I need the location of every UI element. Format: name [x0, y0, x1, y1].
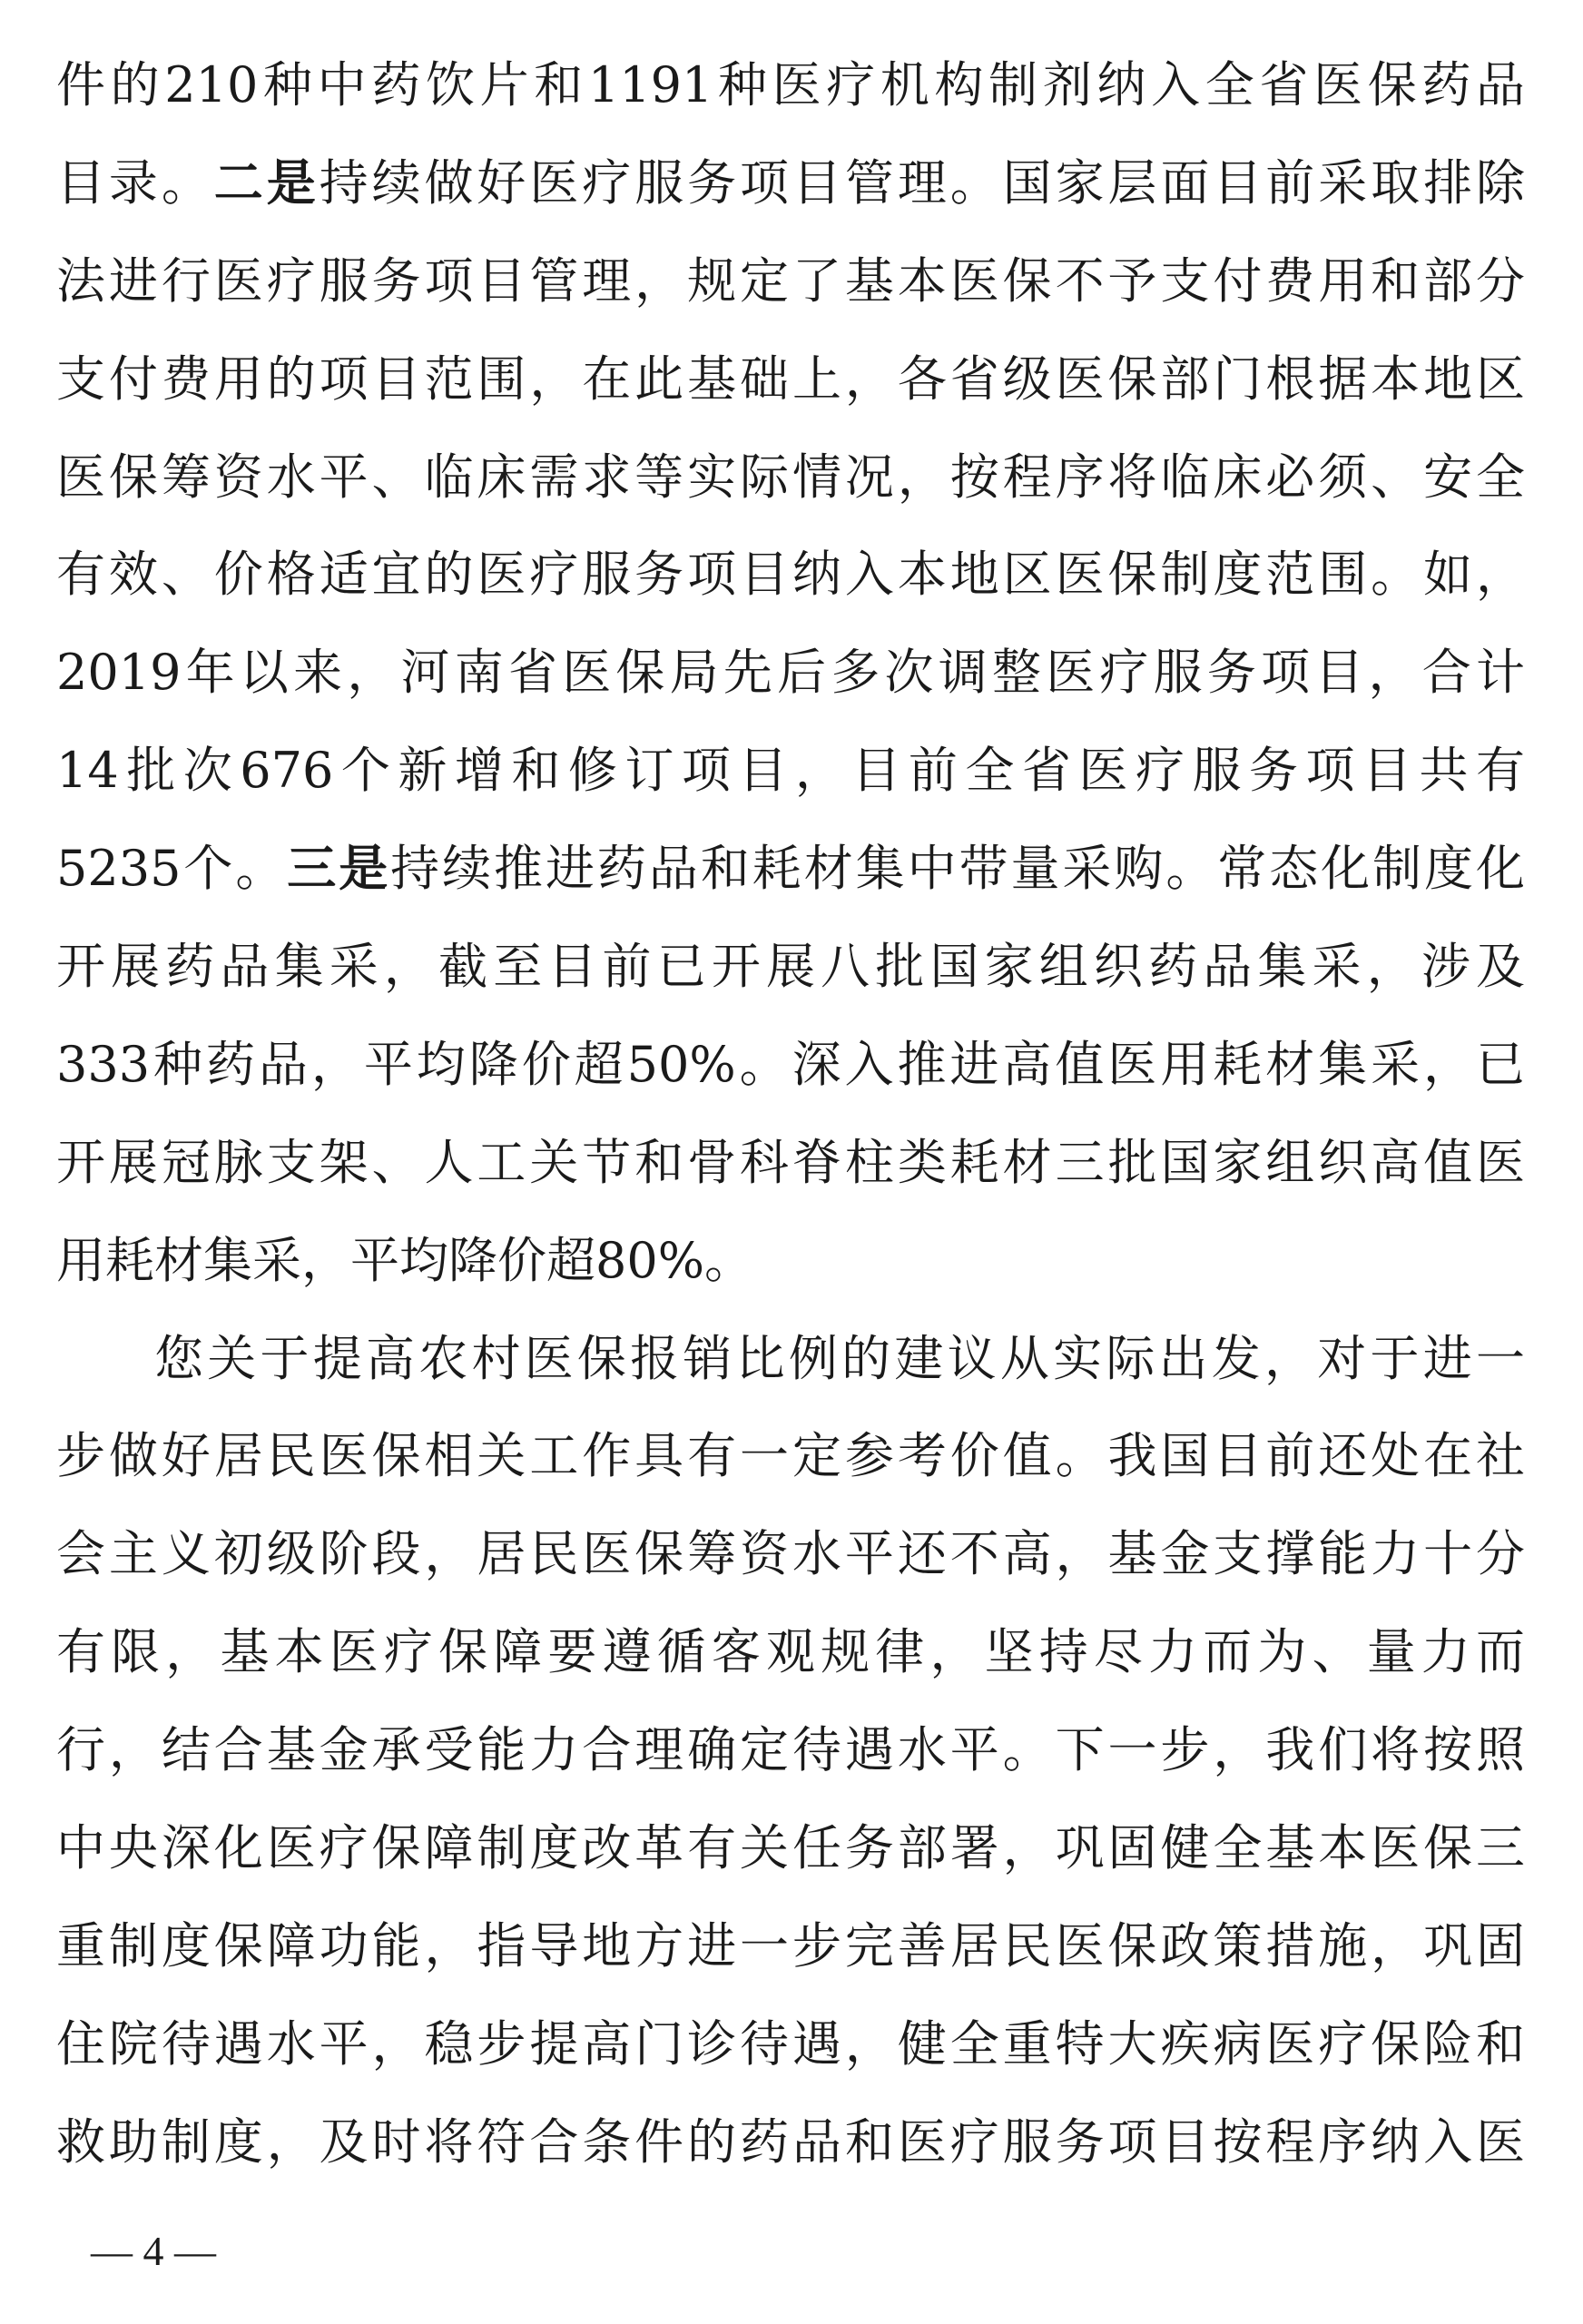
text-line [56, 36, 1525, 134]
text-segment: 2019年以来，河南省医保局先后多次调整医疗服务项目，合计 [56, 644, 1525, 702]
text-segment: 开展药品集采，截至目前已开展八批国家组织药品集采，涉及 [56, 938, 1525, 996]
text-segment: 333种药品，平均降价超50%。深入推进高值医用耗材集采，已 [56, 1035, 1525, 1093]
text-segment: 目录。 [56, 153, 214, 212]
text-line [56, 1505, 1525, 1603]
text-segment: 14批次676个新增和修订项目，目前全省医疗服务项目共有 [56, 742, 1525, 800]
text-line [56, 1310, 1525, 1408]
text-line [56, 820, 1525, 918]
text-line [56, 1995, 1525, 2093]
text-line [56, 918, 1525, 1016]
text-segment: 医保筹资水平、临床需求等实际情况，按程序将临床必须、安全 [56, 448, 1525, 506]
page-number: — 4 — [91, 2228, 216, 2274]
bold-text-segment: 三是 [287, 839, 391, 898]
text-line [56, 134, 1525, 232]
text-line [56, 1799, 1525, 1897]
text-segment: 步做好居民医保相关工作具有一定参考价值。我国目前还处在社 [56, 1427, 1525, 1485]
text-line [56, 1212, 1525, 1310]
text-segment: 住院待遇水平，稳步提高门诊待遇，健全重特大疾病医疗保险和 [56, 2014, 1525, 2073]
bold-text-segment: 二是 [213, 153, 320, 212]
text-segment: 会主义初级阶段，居民医保筹资水平还不高，基金支撑能力十分 [56, 1525, 1525, 1583]
text-segment: 开展冠脉支架、人工关节和骨科脊柱类耗材三批国家组织高值医 [56, 1133, 1525, 1191]
text-segment: 救助制度，及时将符合条件的药品和医疗服务项目按程序纳入医 [56, 2112, 1525, 2171]
text-segment: 有限，基本医疗保障要遵循客观规律，坚持尽力而为、量力而 [56, 1623, 1525, 1681]
text-line [56, 526, 1525, 624]
text-line [56, 1897, 1525, 1995]
text-segment: 中央深化医疗保障制度改革有关任务部署，巩固健全基本医保三 [56, 1819, 1525, 1877]
text-line [56, 232, 1525, 330]
text-line [56, 722, 1525, 820]
text-segment: 5235个。 [56, 840, 288, 898]
text-line [56, 624, 1525, 722]
text-segment: 重制度保障功能，指导地方进一步完善居民医保政策措施，巩固 [56, 1916, 1525, 1974]
text-line [56, 2093, 1525, 2191]
text-segment: 法进行医疗服务项目管理，规定了基本医保不予支付费用和部分 [56, 251, 1525, 310]
text-segment: 用耗材集采，平均降价超80%。 [56, 1231, 754, 1289]
text-line [56, 1603, 1525, 1701]
text-line [56, 1016, 1525, 1114]
text-segment: 持续做好医疗服务项目管理。国家层面目前采取排除 [319, 153, 1525, 212]
text-segment: 支付费用的项目范围，在此基础上，各省级医保部门根据本地区 [56, 350, 1525, 408]
text-segment: 有效、价格适宜的医疗服务项目纳入本地区医保制度范围。如， [56, 546, 1525, 604]
text-line [56, 428, 1525, 527]
text-segment: 持续推进药品和耗材集中带量采购。常态化制度化 [390, 840, 1525, 898]
text-line [56, 1114, 1525, 1212]
text-line [56, 1407, 1525, 1505]
text-line [56, 1701, 1525, 1799]
text-segment: 行，结合基金承受能力合理确定待遇水平。下一步，我们将按照 [56, 1721, 1525, 1779]
text-line [56, 330, 1525, 428]
text-segment: 件的210种中药饮片和1191种医疗机构制剂纳入全省医保药品 [56, 56, 1525, 113]
text-segment: 您关于提高农村医保报销比例的建议从实际出发，对于进一 [154, 1329, 1525, 1387]
body-text [56, 36, 1525, 2191]
